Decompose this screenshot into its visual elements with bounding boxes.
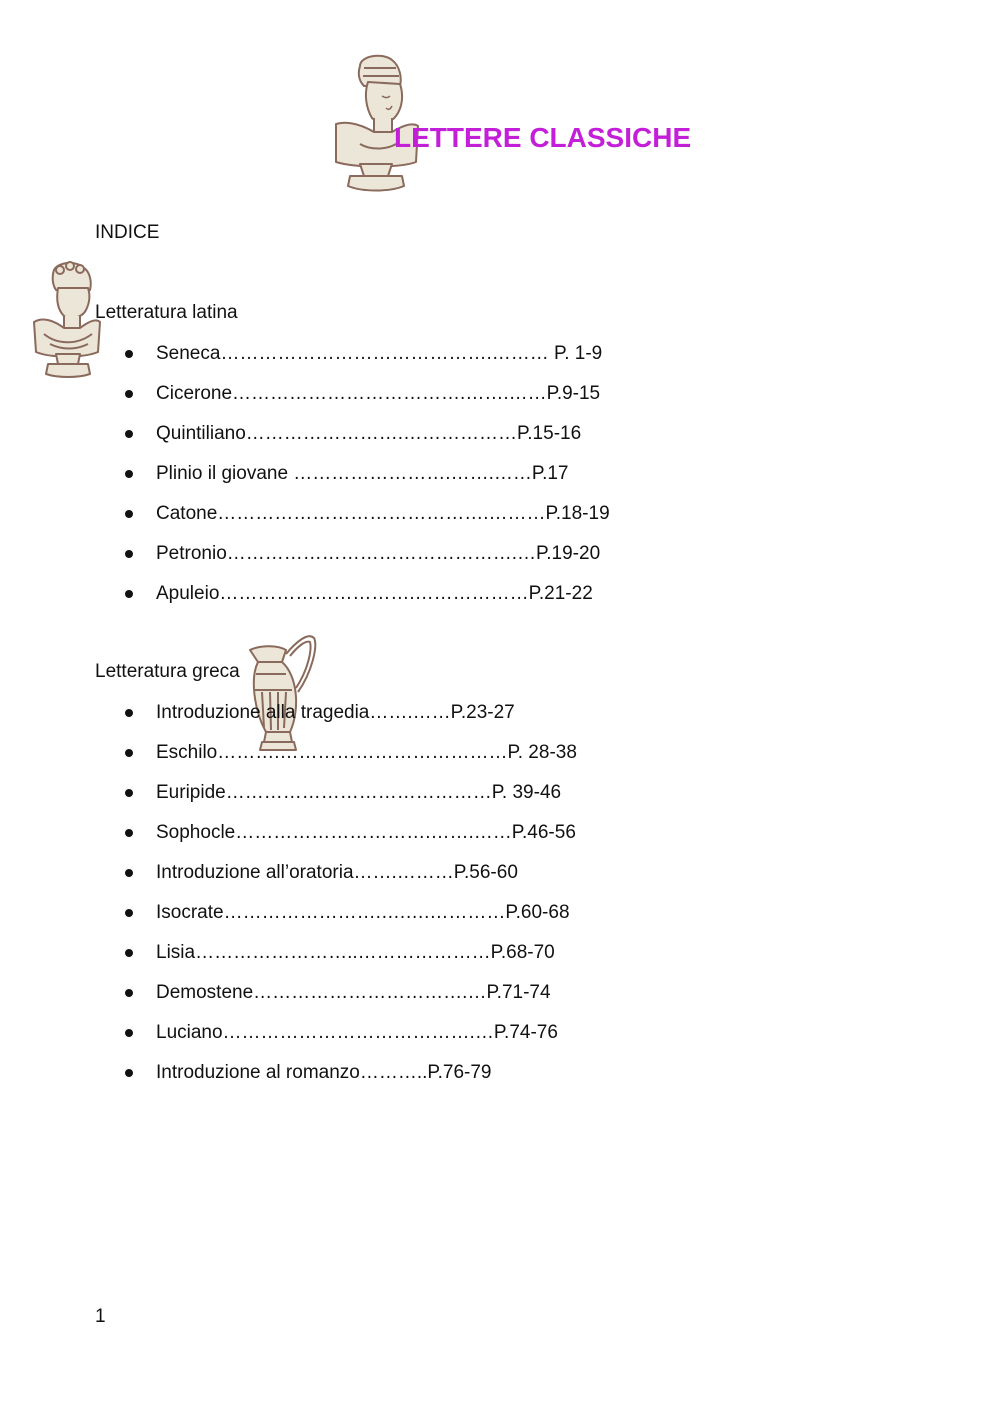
- section-heading-latina: Letteratura latina: [95, 302, 238, 323]
- toc-list-greca: [95, 693, 577, 1093]
- apollo-bust-icon: [30, 260, 104, 382]
- toc-item: Catone…………………………………….………P.18-19: [95, 494, 610, 534]
- toc-item: Introduzione all’oratoria…….………P.56-60: [95, 853, 577, 893]
- toc-item: Luciano………………………………….…P.74-76: [95, 1013, 577, 1053]
- toc-item: Introduzione alla tragedia…….……P.23-27: [95, 693, 577, 733]
- index-heading: INDICE: [95, 222, 160, 243]
- toc-item: Isocrate…………………….….….…………P.60-68: [95, 893, 577, 933]
- toc-item: Quintiliano…………………….………………P.15-16: [95, 414, 610, 454]
- toc-item: Introduzione al romanzo………..P.76-79: [95, 1053, 577, 1093]
- toc-item: Euripide……………………………………P. 39-46: [95, 773, 577, 813]
- toc-item: Sophocle………………………….…….……P.46-56: [95, 813, 577, 853]
- toc-item: Seneca…………………………………….……… P. 1-9: [95, 334, 610, 374]
- toc-list-latina: [95, 334, 610, 614]
- toc-item: Demostene…………………………….…P.71-74: [95, 973, 577, 1013]
- toc-item: Cicerone……………………………….…….……P.9-15: [95, 374, 610, 414]
- toc-item: Lisia……………………..…………………P.68-70: [95, 933, 577, 973]
- page-title: LETTERE CLASSICHE: [394, 122, 692, 153]
- section-heading-greca: Letteratura greca: [95, 661, 240, 682]
- page-number: 1: [95, 1306, 106, 1327]
- toc-item: Eschilo……….………………………………P. 28-38: [95, 733, 577, 773]
- toc-item: Petronio……………………………………….…P.19-20: [95, 534, 610, 574]
- toc-item: Apuleio………………………….………………P.21-22: [95, 574, 610, 614]
- toc-item: Plinio il giovane …………………….…….……P.17: [95, 454, 610, 494]
